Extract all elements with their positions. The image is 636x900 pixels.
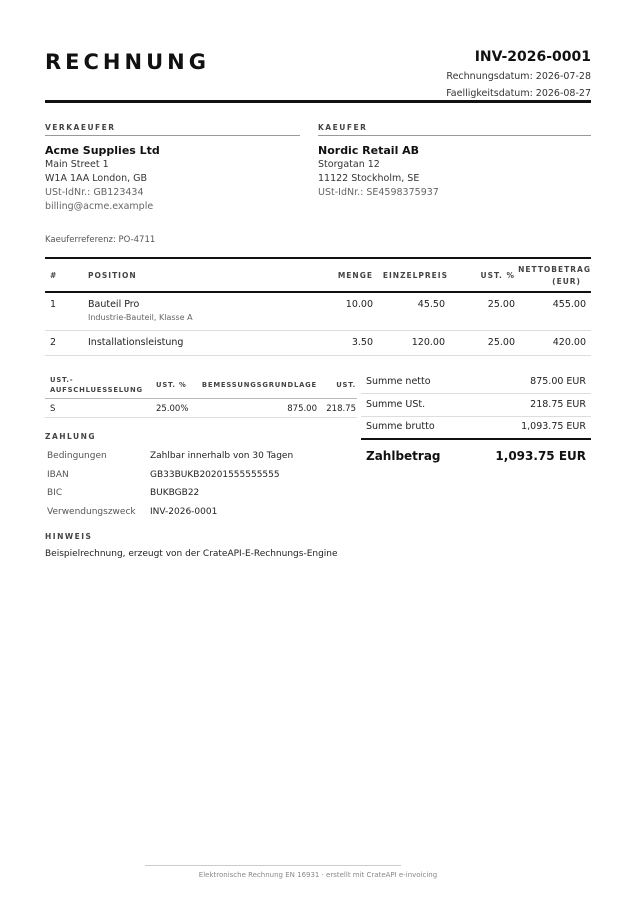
col-header-unit-price: EINZELPREIS [382,271,448,280]
vat-header-category-2: AUFSCHLUESSELUNG [50,386,143,394]
buyer-city: 11122 Stockholm, SE [318,173,420,184]
total-net-rule [361,393,591,394]
total-gross-value: 1,093.75 EUR [521,421,586,432]
vat-header-amount: UST. [336,381,356,389]
document-title: RECHNUNG [45,50,210,74]
payment-bic-value: BUKBGB22 [150,488,200,498]
seller-divider [45,135,300,136]
row-2-net: 420.00 [552,337,586,348]
vat-header-rule [45,398,357,399]
amount-due-label: Zahlbetrag [366,449,441,463]
payment-iban-key: IBAN [47,470,69,480]
payment-bic-key: BIC [47,488,63,498]
seller-email: billing@acme.example [45,201,154,212]
footer-divider [145,865,401,866]
row-2-vat: 25.00 [487,337,515,348]
vat-row-amount: 218.75 [326,404,356,414]
seller-vat-id: USt-IdNr.: GB123434 [45,187,144,198]
payment-reference-key: Verwendungszweck [47,507,136,517]
invoice-date: Rechnungsdatum: 2026-07-28 [446,71,591,82]
row-1-divider [45,330,591,331]
row-1-no: 1 [50,299,57,310]
invoice-page [45,0,591,900]
row-1-qty: 10.00 [345,299,373,310]
row-2-unit-price: 120.00 [411,337,445,348]
payment-terms-value: Zahlbar innerhalb von 30 Tagen [150,451,294,461]
col-header-no: # [50,271,58,280]
note-label: HINWEIS [45,532,93,541]
header-divider [45,100,591,103]
total-gross-rule [361,438,591,440]
items-table-top-rule [45,257,591,259]
row-2-no: 2 [50,337,57,348]
row-1-desc: Industrie-Bauteil, Klasse A [88,313,193,322]
payment-reference-value: INV-2026-0001 [150,507,218,517]
seller-city: W1A 1AA London, GB [45,173,148,184]
vat-row-category: S [50,404,56,414]
seller-label: VERKAEUFER [45,123,116,132]
buyer-label: KAEUFER [318,123,368,132]
total-net-value: 875.00 EUR [530,376,586,387]
total-vat-label: Summe USt. [366,399,426,410]
row-2-divider [45,355,591,356]
vat-row-rate: 25.00% [156,404,189,414]
row-1-unit-price: 45.50 [417,299,445,310]
vat-row-rule [45,417,357,418]
row-1-name: Bauteil Pro [88,299,140,310]
payment-label: ZAHLUNG [45,432,97,441]
col-header-net-unit: (EUR) [552,277,581,286]
payment-iban-value: GB33BUKB20201555555555 [150,470,280,480]
footer-text: Elektronische Rechnung EN 16931 · erstellt mit CrateAPI e-invoicing [198,871,438,879]
due-date: Faelligkeitsdatum: 2026-08-27 [446,88,591,99]
items-table-header-rule [45,291,591,293]
total-vat-value: 218.75 EUR [530,399,586,410]
invoice-number: INV-2026-0001 [474,49,591,65]
buyer-reference: Kaeuferreferenz: PO-4711 [45,235,156,245]
col-header-vat: UST. % [480,271,515,280]
row-1-net: 455.00 [552,299,586,310]
col-header-qty: MENGE [337,271,373,280]
buyer-street: Storgatan 12 [318,159,380,170]
row-1-vat: 25.00 [487,299,515,310]
vat-row-base: 875.00 [287,404,317,414]
total-net-label: Summe netto [366,376,431,387]
vat-header-category: UST.- [50,376,74,384]
col-header-net: NETTOBETRAG [518,265,591,274]
note-text: Beispielrechnung, erzeugt von der CrateAPI-E-Rechnungs-Engine [45,549,338,559]
amount-due-value: 1,093.75 EUR [495,449,586,463]
vat-header-base: BEMESSUNGSGRUNDLAGE [201,381,317,389]
total-vat-rule [361,416,591,417]
row-2-qty: 3.50 [351,337,373,348]
row-2-name: Installationsleistung [88,337,184,348]
buyer-name: Nordic Retail AB [318,144,420,157]
seller-street: Main Street 1 [45,159,109,170]
total-gross-label: Summe brutto [366,421,435,432]
buyer-divider [318,135,591,136]
col-header-position: POSITION [88,271,137,280]
vat-header-rate: UST. % [156,381,187,389]
seller-name: Acme Supplies Ltd [45,144,160,157]
buyer-vat-id: USt-IdNr.: SE4598375937 [318,187,439,198]
payment-terms-key: Bedingungen [47,451,107,461]
